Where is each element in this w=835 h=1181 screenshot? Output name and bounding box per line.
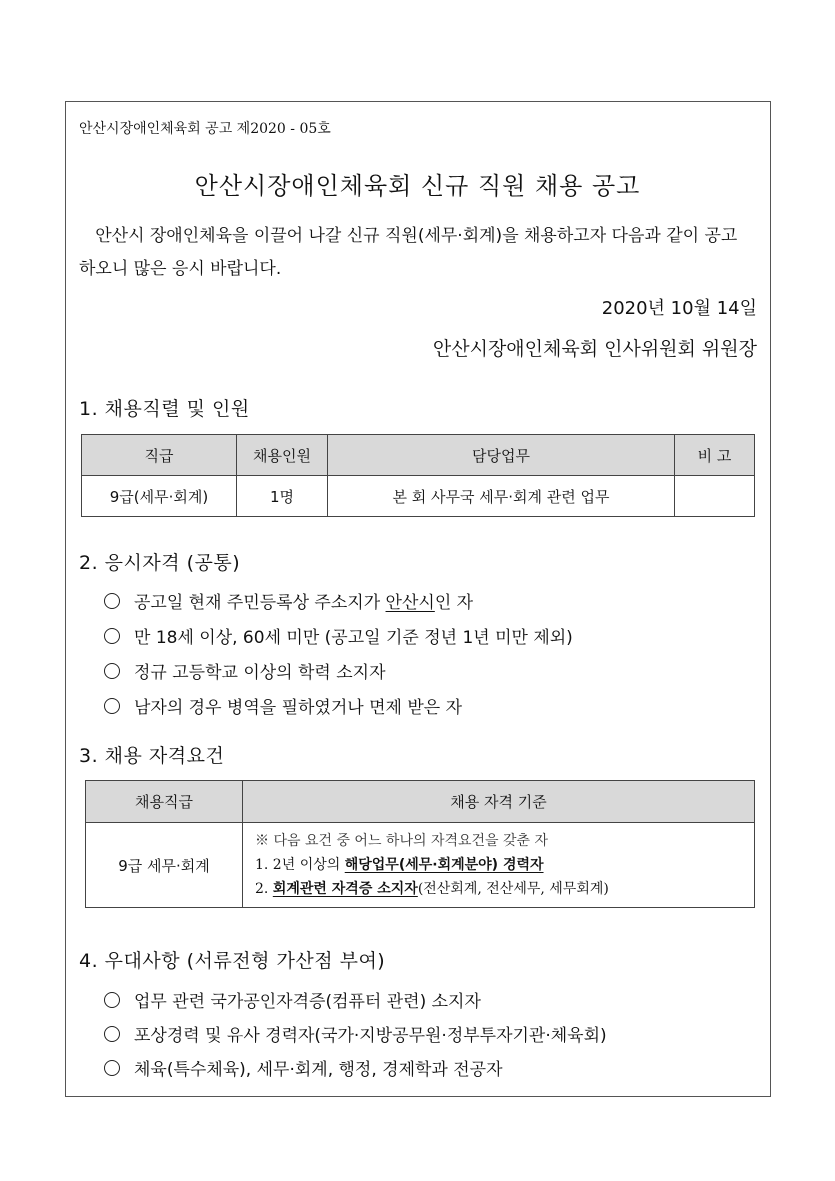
list-item [104,1055,503,1080]
circle-bullet-icon [104,992,120,1008]
circle-bullet-icon [104,593,120,609]
req-emphasis: 해당업무(세무·회계분야) 경력자 [344,857,544,873]
circle-bullet-icon [104,628,120,644]
requirement-1 [255,853,742,877]
table-header-row [82,435,755,476]
cell-headcount: 1명 [237,476,328,517]
item-text: 만 18세 이상, 60세 미만 (공고일 기준 정년 1년 미만 제외) [134,628,573,648]
issuer: 안산시장애인체육회 인사위원회 위원장 [432,338,757,360]
requirement-note: ※ 다음 요건 중 어느 하나의 자격요건을 갖춘 자 [255,833,549,849]
header-headcount: 채용인원 [237,435,328,476]
cell-remarks [675,476,755,517]
req-text: (전산회계, 전산세무, 세무회계) [417,881,609,897]
item-text: 남자의 경우 병역을 필하였거나 면제 받은 자 [134,698,463,718]
circle-bullet-icon [104,1060,120,1076]
section1-heading: 1. 채용직렬 및 인원 [79,398,250,420]
item-text: 체육(특수체육), 세무·회계, 행정, 경제학과 전공자 [134,1060,503,1080]
list-item [104,1021,607,1046]
header-grade: 채용직급 [86,781,243,823]
intro-body: 안산시 장애인체육을 이끌어 나갈 신규 직원(세무·회계)을 채용하고자 다음과 같이 공고하오니 많은 응시 바랍니다. [79,226,738,279]
list-item [104,693,462,718]
cell-criteria [243,823,755,908]
req-text: 1. 2년 이상의 [255,857,345,873]
circle-bullet-icon [104,698,120,714]
table-header-row [86,781,755,823]
item-text: 인 자 [434,593,474,613]
item-text: 공고일 현재 주민등록상 주소지가 [134,593,386,613]
underlined-text: 안산시 [385,593,435,613]
list-item [104,623,573,648]
list-item [104,987,481,1012]
list-item [104,588,473,613]
notice-number: 안산시장애인체육회 공고 제2020 - 05호 [79,121,331,137]
item-text: 업무 관련 국가공인자격증(컴퓨터 관련) 소지자 [134,992,481,1012]
header-grade: 직급 [82,435,237,476]
header-duties: 담당업무 [328,435,675,476]
item-text: 포상경력 및 유사 경력자(국가·지방공무원·정부투자기관·체육회) [134,1026,607,1046]
header-criteria: 채용 자격 기준 [243,781,755,823]
notice-date: 2020년 10월 14일 [601,298,757,319]
header-remarks: 비 고 [675,435,755,476]
table-row [86,823,755,908]
req-text: 2. [255,881,273,897]
table-row [82,476,755,517]
section4-heading: 4. 우대사항 (서류전형 가산점 부여) [79,950,386,972]
circle-bullet-icon [104,1026,120,1042]
page-title: 안산시장애인체육회 신규 직원 채용 공고 [194,172,641,200]
circle-bullet-icon [104,663,120,679]
req-emphasis: 회계관련 자격증 소지자 [272,881,418,897]
cell-duties: 본 회 사무국 세무·회계 관련 업무 [328,476,675,517]
intro-text [79,220,749,286]
positions-table [81,434,755,517]
item-text: 정규 고등학교 이상의 학력 소지자 [134,663,386,683]
list-item [104,658,386,683]
cell-grade: 9급(세무·회계) [82,476,237,517]
section3-heading: 3. 채용 자격요건 [79,745,225,767]
requirements-table [85,780,755,908]
requirement-2 [255,877,742,901]
section2-heading: 2. 응시자격 (공통) [79,552,241,574]
cell-grade: 9급 세무·회계 [86,823,243,908]
